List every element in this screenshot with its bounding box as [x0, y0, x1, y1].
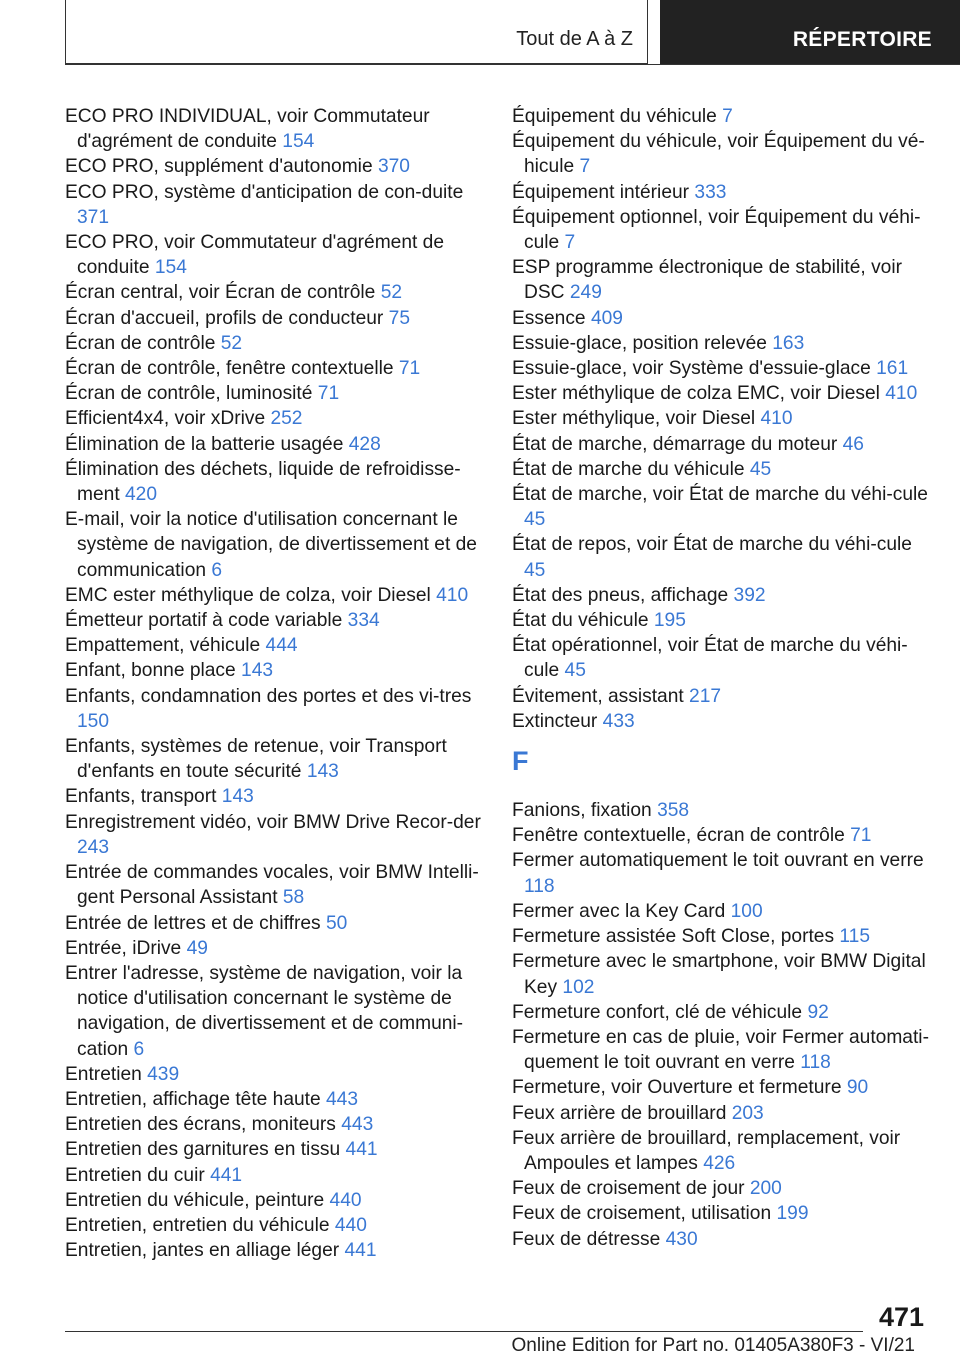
index-entry [65, 457, 485, 507]
page-link[interactable]: 45 [524, 559, 546, 581]
page-link[interactable]: 71 [850, 825, 872, 847]
index-entry-text: Essuie-glace, position relevée [512, 332, 767, 354]
index-entry [512, 205, 937, 255]
page-link[interactable]: 52 [220, 332, 243, 354]
index-entry [65, 583, 485, 608]
index-entry [65, 230, 485, 280]
page-link[interactable]: 118 [524, 875, 555, 897]
index-entry [65, 1137, 485, 1162]
index-entry-text: Fermer avec la Key Card [512, 900, 726, 922]
page-link[interactable]: 441 [344, 1240, 377, 1262]
index-entry-text: Enfants, systèmes de retenue, voir Transport d'enfants en toute sécurité [65, 736, 447, 783]
index-entry-text: ECO PRO, supplément d'autonomie [65, 156, 373, 178]
index-entry [512, 608, 937, 633]
index-column-left [65, 104, 485, 1263]
index-group-f [512, 798, 937, 1252]
index-entry [512, 1176, 937, 1201]
index-entry-text: Entretien des écrans, moniteurs [65, 1114, 336, 1136]
index-entry-text: État de marche, voir État de marche du véhi‐cule [512, 484, 928, 506]
index-entry [65, 608, 485, 633]
index-entry-text: Fermer automatiquement le toit ouvrant en verre [512, 850, 924, 872]
page-link[interactable]: 45 [749, 458, 772, 480]
page-link[interactable]: 440 [329, 1189, 362, 1211]
page-link[interactable]: 75 [388, 307, 410, 329]
index-entry [512, 1101, 937, 1126]
index-entry-text: Extincteur [512, 710, 598, 732]
page-link[interactable]: 52 [380, 282, 403, 304]
index-entry-text: Fenêtre contextuelle, écran de contrôle [512, 825, 845, 847]
index-entry [65, 734, 485, 784]
index-entry-text: Fermeture confort, clé de véhicule [512, 1001, 803, 1023]
index-entry [512, 432, 937, 457]
page-link[interactable]: 90 [846, 1077, 869, 1099]
page-link[interactable]: 428 [348, 433, 381, 455]
page-link[interactable]: 440 [334, 1214, 367, 1236]
index-entry-text: Équipement optionnel, voir Équipement du véhi‐cule [512, 206, 921, 254]
index-entry [512, 129, 937, 179]
index-entry-text: Feux de détresse [512, 1228, 661, 1250]
page-link[interactable]: 217 [689, 685, 722, 707]
index-entry-text: Fermeture assistée Soft Close, portes [512, 926, 835, 948]
index-entry [512, 532, 937, 582]
page-link[interactable]: 143 [241, 660, 274, 682]
page-link[interactable]: 334 [347, 610, 380, 632]
index-entry-text: ECO PRO, système d'anticipation de con‐duite [65, 181, 464, 203]
page-link[interactable]: 50 [325, 912, 348, 934]
index-entry-text: Écran d'accueil, profils de conducteur [65, 307, 384, 329]
index-entry [512, 684, 937, 709]
index-entry [65, 306, 485, 331]
index-entry-text: Élimination des déchets, liquide de refroidisse‐ment [65, 458, 461, 506]
index-entry-text: Ester méthylique, voir Diesel [512, 408, 756, 430]
index-entry-text: Empattement, véhicule [65, 635, 261, 657]
index-entry [512, 1025, 937, 1075]
index-entry [65, 633, 485, 658]
index-entry [512, 1201, 937, 1226]
header-divider [65, 64, 960, 65]
index-entry-text: ECO PRO INDIVIDUAL, voir Commutateur d'agrément de conduite [65, 106, 430, 153]
index-entry [65, 381, 485, 406]
page-link[interactable]: 333 [694, 181, 727, 203]
index-entry-text: Entretien, entretien du véhicule [65, 1214, 330, 1236]
page-link[interactable]: 102 [562, 976, 595, 998]
index-group-e [512, 104, 937, 734]
index-column-right [512, 104, 937, 1252]
page-link[interactable]: 195 [653, 610, 686, 632]
index-entry [65, 1238, 485, 1263]
page-link[interactable]: 252 [270, 408, 303, 430]
index-entry-text: Émetteur portatif à code variable [65, 610, 343, 632]
index-entry [65, 684, 485, 734]
page-link[interactable]: 249 [569, 282, 602, 304]
index-entry [512, 381, 937, 406]
index-entry [512, 356, 937, 381]
index-entry [65, 784, 485, 809]
index-entry [512, 331, 937, 356]
page-link[interactable]: 154 [154, 257, 187, 279]
index-entry [512, 406, 937, 431]
index-entry-text: Entrer l'adresse, système de navigation, voir la notice d'utilisation concernant le système de navigation, de divertissement et de communi‐cation [65, 962, 464, 1060]
index-entry [512, 798, 937, 823]
index-entry-text: Enfants, transport [65, 786, 217, 808]
index-entry-text: État du véhicule [512, 610, 649, 632]
index-entry [65, 860, 485, 910]
page-link[interactable]: 6 [133, 1038, 145, 1060]
index-entry-text: E-mail, voir la notice d'utilisation concernant le système de navigation, de divertissement et de communication [65, 509, 477, 581]
index-entry-text: Enfant, bonne place [65, 660, 236, 682]
index-entry [512, 180, 937, 205]
index-entry-text: État des pneus, affichage [512, 584, 729, 606]
index-entry-text: Équipement du véhicule, voir Équipement du vé‐hicule [512, 131, 925, 178]
index-entry [512, 949, 937, 999]
header-tab [65, 0, 648, 64]
page-link[interactable]: 7 [564, 232, 576, 254]
index-entry [65, 1087, 485, 1112]
index-entry [65, 280, 485, 305]
index-entry-text: Entretien du cuir [65, 1164, 205, 1186]
page-link[interactable]: 243 [77, 836, 110, 858]
index-entry [65, 1112, 485, 1137]
index-entry [65, 331, 485, 356]
page-link[interactable]: 7 [722, 106, 733, 127]
index-entry [65, 810, 485, 860]
index-entry-text: Entrée de lettres et de chiffres [65, 912, 321, 934]
page-link[interactable]: 370 [377, 156, 410, 178]
index-entry-text: État de repos, voir État de marche du véhi‐cule [512, 534, 912, 556]
page-number: 471 [878, 1302, 924, 1332]
page-link[interactable]: 150 [77, 710, 110, 732]
index-entry-text: Entretien, jantes en alliage léger [65, 1240, 340, 1262]
page-link[interactable]: 443 [341, 1114, 374, 1136]
page-link[interactable]: 199 [776, 1203, 809, 1225]
index-entry [65, 154, 485, 179]
index-entry-text: Essuie-glace, voir Système d'essuie-glace [512, 358, 871, 380]
index-entry [65, 961, 485, 1062]
index-entry-text: Entrée de commandes vocales, voir BMW Intelli‐gent Personal Assistant [65, 862, 479, 909]
page-link[interactable]: 410 [885, 383, 918, 405]
page-link[interactable]: 200 [749, 1178, 782, 1200]
index-entry-text: Entretien [65, 1063, 142, 1085]
index-entry-text: Élimination de la batterie usagée [65, 433, 344, 455]
index-entry-text: Entretien des garnitures en tissu [65, 1139, 341, 1161]
index-entry-text: Entrée, iDrive [65, 937, 182, 959]
page-link[interactable]: 115 [839, 926, 870, 948]
index-entry [65, 180, 485, 230]
index-entry [512, 104, 937, 129]
index-entry [65, 1188, 485, 1213]
index-entry-text: État de marche du véhicule [512, 458, 745, 480]
index-entry-text: Essence [512, 307, 586, 329]
index-entry-text: ECO PRO, voir Commutateur d'agrément de conduite [65, 232, 445, 279]
index-entry [512, 633, 937, 683]
index-entry [65, 507, 485, 583]
page-link[interactable]: 7 [579, 156, 591, 178]
index-entry-text: Équipement du véhicule [512, 106, 717, 127]
index-entry [512, 457, 937, 482]
index-entry-text: Fermeture avec le smartphone, voir BMW Digital Key [512, 951, 926, 998]
index-entry-text: État de marche, démarrage du moteur [512, 433, 838, 455]
index-entry [512, 1126, 937, 1176]
page-link[interactable]: 6 [211, 559, 223, 581]
index-entry [65, 406, 485, 431]
page-link[interactable]: 163 [772, 332, 805, 354]
index-entry [512, 1227, 937, 1252]
index-entry-text: Feux arrière de brouillard, remplacement, voir Ampoules et lampes [512, 1127, 901, 1174]
page-link[interactable]: 118 [800, 1052, 831, 1074]
index-entry-text: Écran de contrôle, fenêtre contextuelle [65, 358, 394, 380]
page-link[interactable]: 49 [186, 937, 208, 959]
page-link[interactable]: 358 [657, 800, 690, 822]
page-link[interactable]: 410 [436, 584, 469, 606]
page-link[interactable]: 143 [306, 761, 339, 783]
index-entry-text: Entretien du véhicule, peinture [65, 1189, 325, 1211]
footer-divider [65, 1331, 863, 1332]
index-entry [512, 848, 937, 898]
page-link[interactable]: 426 [703, 1152, 736, 1174]
index-entry [65, 911, 485, 936]
page-link[interactable]: 45 [564, 660, 586, 682]
index-entry [65, 658, 485, 683]
page-link[interactable]: 71 [317, 383, 340, 405]
index-entry [512, 255, 937, 305]
index-entry [65, 356, 485, 381]
index-entry [512, 583, 937, 608]
page-link[interactable]: 409 [590, 307, 623, 329]
index-entry [512, 924, 937, 949]
index-entry-text: ESP programme électronique de stabilité, voir DSC [512, 257, 902, 304]
page-link[interactable]: 46 [842, 433, 864, 455]
header-tab-label: Tout de A à Z [516, 28, 633, 50]
index-entry [65, 1163, 485, 1188]
page-link[interactable]: 371 [77, 206, 110, 228]
index-entry-text: Écran de contrôle [65, 332, 216, 354]
section-letter: F [512, 746, 529, 777]
page-link[interactable]: 433 [602, 710, 635, 732]
page-link[interactable]: 154 [282, 131, 315, 153]
page-link[interactable]: 441 [345, 1139, 378, 1161]
page-link[interactable]: 100 [730, 900, 763, 922]
index-entry [65, 936, 485, 961]
index-entry [512, 1000, 937, 1025]
index-entry-text: Fermeture en cas de pluie, voir Fermer automati‐quement le toit ouvrant en verre [512, 1026, 929, 1074]
index-entry [65, 1062, 485, 1087]
page-link[interactable]: 441 [210, 1164, 243, 1186]
index-entry-text: Fanions, fixation [512, 800, 652, 822]
page-link[interactable]: 58 [282, 887, 305, 909]
index-entry-text: Évitement, assistant [512, 685, 684, 707]
header-section [660, 0, 960, 64]
index-entry [512, 306, 937, 331]
index-entry-text: Efficient4x4, voir xDrive [65, 408, 266, 430]
index-entry-text: Enfants, condamnation des portes et des vi‐tres [65, 685, 472, 707]
index-entry [512, 823, 937, 848]
page-link[interactable]: 420 [125, 484, 158, 506]
page-link[interactable]: 45 [524, 509, 546, 531]
index-entry [512, 709, 937, 734]
page-link[interactable]: 92 [807, 1001, 829, 1023]
index-entry [65, 1213, 485, 1238]
page-link[interactable]: 161 [876, 358, 909, 380]
index-entry-text: Écran de contrôle, luminosité [65, 383, 313, 405]
index-entry-text: État opérationnel, voir État de marche du véhi‐cule [512, 635, 908, 682]
index-entry-text: EMC ester méthylique de colza, voir Diesel [65, 584, 431, 606]
index-entry-text: Fermeture, voir Ouverture et fermeture [512, 1077, 842, 1099]
index-entry-text: Feux de croisement de jour [512, 1178, 745, 1200]
index-entry [512, 899, 937, 924]
index-entry [512, 1075, 937, 1100]
page-link[interactable]: 71 [398, 358, 421, 380]
page-link[interactable]: 392 [733, 584, 766, 606]
header-section-label: RÉPERTOIRE [792, 28, 932, 51]
index-entry [65, 432, 485, 457]
index-entry-text: Feux arrière de brouillard [512, 1102, 727, 1124]
page-link[interactable]: 443 [326, 1088, 359, 1110]
index-entry-text: Enregistrement vidéo, voir BMW Drive Recor‐der [65, 811, 481, 833]
page-link[interactable]: 430 [665, 1228, 698, 1250]
page-link[interactable]: 203 [731, 1102, 764, 1124]
index-entry-text: Ester méthylique de colza EMC, voir Diesel [512, 383, 880, 405]
page-link[interactable]: 143 [221, 786, 254, 808]
index-entry-text: Entretien, affichage tête haute [65, 1088, 321, 1110]
index-entry-text: Feux de croisement, utilisation [512, 1203, 772, 1225]
index-entry-text: Écran central, voir Écran de contrôle [65, 282, 376, 304]
index-entry-text: Équipement intérieur [512, 181, 690, 203]
edition-text: Online Edition for Part no. 01405A380F3 - VI/21 [511, 1335, 915, 1356]
index-entry [512, 482, 937, 532]
page-link[interactable]: 439 [147, 1063, 180, 1085]
page-link[interactable]: 444 [265, 635, 298, 657]
page-link[interactable]: 410 [760, 408, 793, 430]
index-entry [65, 104, 485, 154]
